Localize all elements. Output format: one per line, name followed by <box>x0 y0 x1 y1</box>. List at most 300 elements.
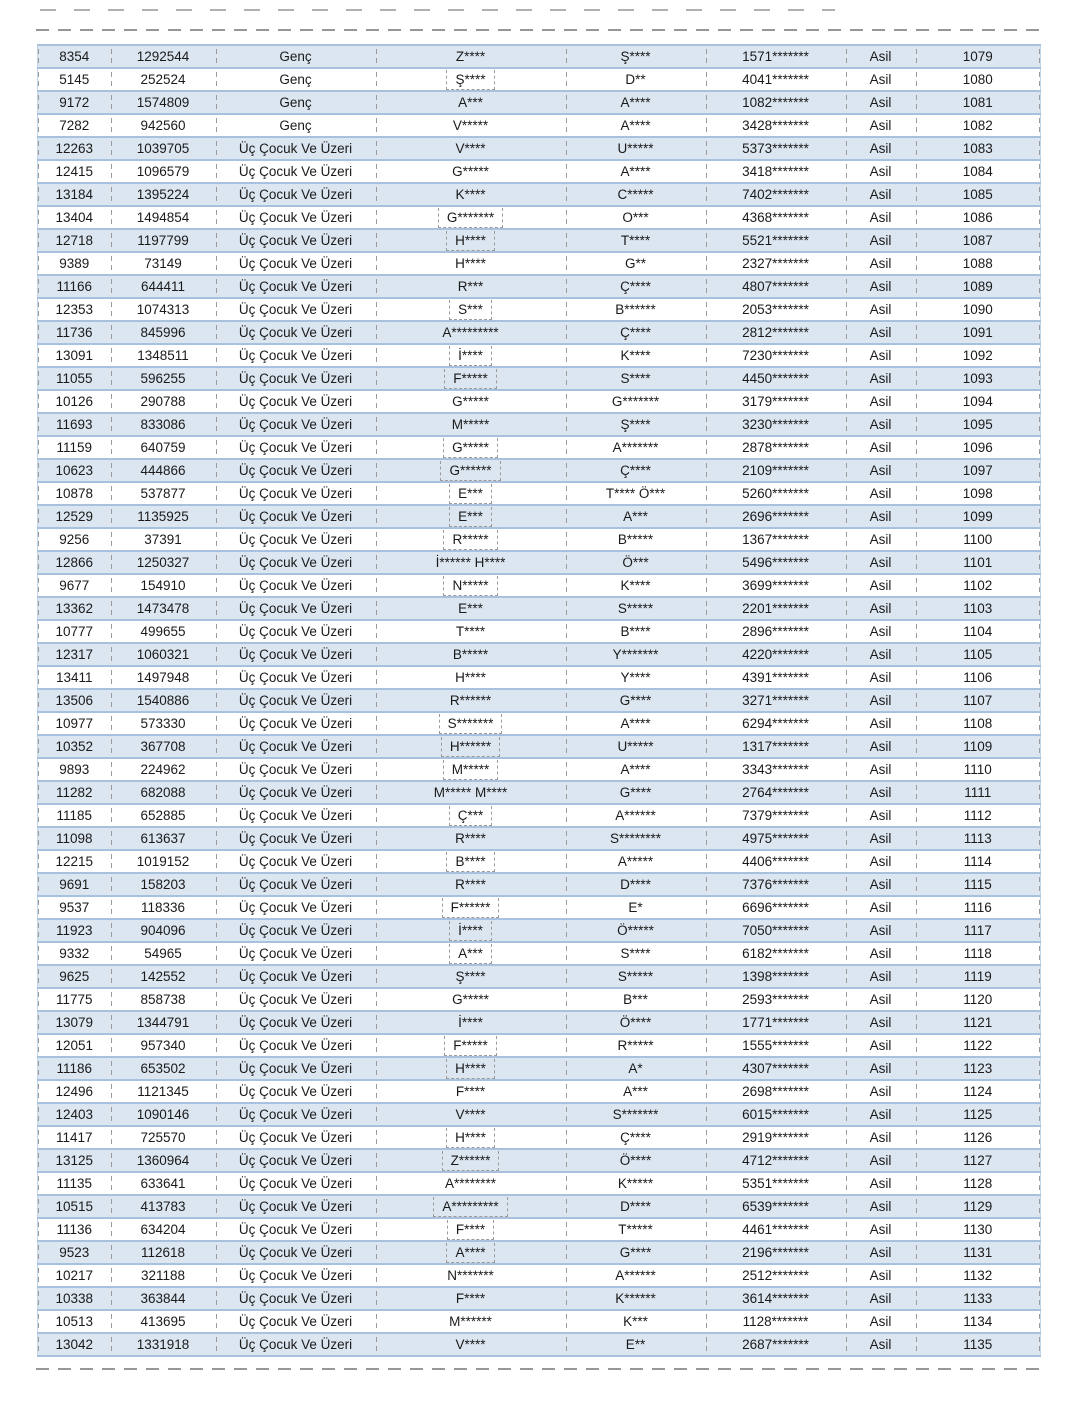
table-row <box>38 252 1041 275</box>
id-no-cell: 2698******* <box>706 1080 846 1103</box>
status-cell: Asil <box>846 68 916 91</box>
table-row <box>38 114 1041 137</box>
file-no-cell: 1348511 <box>111 344 216 367</box>
application-no-cell: 9389 <box>38 252 111 275</box>
first-name-cell <box>376 1310 566 1333</box>
table-row <box>38 643 1041 666</box>
id-no-cell: 1555******* <box>706 1034 846 1057</box>
application-no-cell: 10777 <box>38 620 111 643</box>
first-name-text: E*** <box>449 507 492 527</box>
status-cell: Asil <box>846 620 916 643</box>
table-row <box>38 206 1041 229</box>
surname-cell: R***** <box>566 1034 706 1057</box>
first-name-cell <box>376 1172 566 1195</box>
id-no-cell: 4975******* <box>706 827 846 850</box>
first-name-text: Z**** <box>455 49 486 64</box>
id-no-cell: 4368******* <box>706 206 846 229</box>
first-name-cell <box>376 827 566 850</box>
application-no-cell: 10352 <box>38 735 111 758</box>
file-no-cell: 640759 <box>111 436 216 459</box>
table-row <box>38 1080 1041 1103</box>
status-cell: Asil <box>846 1034 916 1057</box>
first-name-cell <box>376 252 566 275</box>
category-cell: Üç Çocuk Ve Üzeri <box>216 666 376 689</box>
first-name-text: G***** <box>452 164 489 179</box>
rank-cell: 1093 <box>916 367 1041 390</box>
file-no-cell: 54965 <box>111 942 216 965</box>
id-no-cell: 1082******* <box>706 91 846 114</box>
first-name-cell <box>376 390 566 413</box>
application-no-cell: 11923 <box>38 919 111 942</box>
table-row <box>38 298 1041 321</box>
first-name-cell <box>376 160 566 183</box>
table-row <box>38 1011 1041 1034</box>
application-no-cell: 11736 <box>38 321 111 344</box>
id-no-cell: 2053******* <box>706 298 846 321</box>
id-no-cell: 4041******* <box>706 68 846 91</box>
table-row <box>38 528 1041 551</box>
status-cell: Asil <box>846 1310 916 1333</box>
surname-cell: A**** <box>566 160 706 183</box>
id-no-cell: 7376******* <box>706 873 846 896</box>
category-cell: Genç <box>216 68 376 91</box>
application-no-cell: 10217 <box>38 1264 111 1287</box>
rank-cell: 1103 <box>916 597 1041 620</box>
rank-cell: 1089 <box>916 275 1041 298</box>
status-cell: Asil <box>846 436 916 459</box>
application-no-cell: 12718 <box>38 229 111 252</box>
first-name-text: K**** <box>455 187 486 202</box>
status-cell: Asil <box>846 1218 916 1241</box>
first-name-text: M****** <box>449 1314 492 1329</box>
surname-cell: B****** <box>566 298 706 321</box>
file-no-cell: 1497948 <box>111 666 216 689</box>
status-cell: Asil <box>846 689 916 712</box>
surname-cell: Y******* <box>566 643 706 666</box>
rank-cell: 1133 <box>916 1287 1041 1310</box>
application-no-cell: 9625 <box>38 965 111 988</box>
table-row <box>38 620 1041 643</box>
id-no-cell: 2764******* <box>706 781 846 804</box>
id-no-cell: 2201******* <box>706 597 846 620</box>
file-no-cell: 118336 <box>111 896 216 919</box>
first-name-cell <box>376 1241 566 1264</box>
table-row <box>38 574 1041 597</box>
application-no-cell: 11166 <box>38 275 111 298</box>
status-cell: Asil <box>846 597 916 620</box>
id-no-cell: 6182******* <box>706 942 846 965</box>
file-no-cell: 596255 <box>111 367 216 390</box>
rank-cell: 1128 <box>916 1172 1041 1195</box>
surname-cell: Ö**** <box>566 1149 706 1172</box>
status-cell: Asil <box>846 229 916 252</box>
surname-cell: K*** <box>566 1310 706 1333</box>
file-no-cell: 413783 <box>111 1195 216 1218</box>
first-name-text: M***** <box>451 417 490 432</box>
file-no-cell: 633641 <box>111 1172 216 1195</box>
first-name-cell <box>376 1080 566 1103</box>
rank-cell: 1115 <box>916 873 1041 896</box>
category-cell: Üç Çocuk Ve Üzeri <box>216 413 376 436</box>
application-no-cell: 13506 <box>38 689 111 712</box>
file-no-cell: 1121345 <box>111 1080 216 1103</box>
first-name-text: A******** <box>444 1176 497 1191</box>
first-name-cell <box>376 436 566 459</box>
first-name-cell <box>376 643 566 666</box>
rank-cell: 1134 <box>916 1310 1041 1333</box>
status-cell: Asil <box>846 1149 916 1172</box>
category-cell: Üç Çocuk Ve Üzeri <box>216 1310 376 1333</box>
category-cell: Üç Çocuk Ve Üzeri <box>216 1034 376 1057</box>
id-no-cell: 2109******* <box>706 459 846 482</box>
status-cell: Asil <box>846 183 916 206</box>
file-no-cell: 682088 <box>111 781 216 804</box>
file-no-cell: 1395224 <box>111 183 216 206</box>
surname-cell: G** <box>566 252 706 275</box>
file-no-cell: 634204 <box>111 1218 216 1241</box>
id-no-cell: 2812******* <box>706 321 846 344</box>
first-name-text: F****** <box>442 898 500 918</box>
application-no-cell: 12496 <box>38 1080 111 1103</box>
category-cell: Üç Çocuk Ve Üzeri <box>216 321 376 344</box>
status-cell: Asil <box>846 643 916 666</box>
application-no-cell: 8354 <box>38 45 111 68</box>
application-no-cell: 12317 <box>38 643 111 666</box>
application-no-cell: 10515 <box>38 1195 111 1218</box>
status-cell: Asil <box>846 160 916 183</box>
rank-cell: 1112 <box>916 804 1041 827</box>
category-cell: Üç Çocuk Ve Üzeri <box>216 1264 376 1287</box>
application-no-cell: 10977 <box>38 712 111 735</box>
file-no-cell: 1060321 <box>111 643 216 666</box>
surname-cell: A**** <box>566 91 706 114</box>
category-cell: Üç Çocuk Ve Üzeri <box>216 459 376 482</box>
application-no-cell: 11185 <box>38 804 111 827</box>
status-cell: Asil <box>846 1241 916 1264</box>
table-row <box>38 321 1041 344</box>
table-row <box>38 275 1041 298</box>
first-name-cell <box>376 1218 566 1241</box>
first-name-cell <box>376 1126 566 1149</box>
rank-cell: 1132 <box>916 1264 1041 1287</box>
file-no-cell: 112618 <box>111 1241 216 1264</box>
surname-cell: S**** <box>566 942 706 965</box>
category-cell: Üç Çocuk Ve Üzeri <box>216 528 376 551</box>
first-name-cell <box>376 735 566 758</box>
id-no-cell: 4461******* <box>706 1218 846 1241</box>
file-no-cell: 1135925 <box>111 505 216 528</box>
category-cell: Üç Çocuk Ve Üzeri <box>216 574 376 597</box>
status-cell: Asil <box>846 735 916 758</box>
file-no-cell: 1540886 <box>111 689 216 712</box>
rank-cell: 1126 <box>916 1126 1041 1149</box>
rank-cell: 1084 <box>916 160 1041 183</box>
surname-cell: Y**** <box>566 666 706 689</box>
status-cell: Asil <box>846 666 916 689</box>
rank-cell: 1091 <box>916 321 1041 344</box>
id-no-cell: 1571******* <box>706 45 846 68</box>
first-name-cell <box>376 275 566 298</box>
id-no-cell: 1317******* <box>706 735 846 758</box>
first-name-cell <box>376 183 566 206</box>
table-row <box>38 666 1041 689</box>
first-name-text: H**** <box>455 670 486 685</box>
first-name-cell <box>376 137 566 160</box>
rank-cell: 1086 <box>916 206 1041 229</box>
id-no-cell: 2196******* <box>706 1241 846 1264</box>
table-row <box>38 160 1041 183</box>
table-row <box>38 1103 1041 1126</box>
first-name-text: M***** <box>443 760 499 780</box>
id-no-cell: 7230******* <box>706 344 846 367</box>
table-row <box>38 551 1041 574</box>
surname-cell: K****** <box>566 1287 706 1310</box>
first-name-cell <box>376 781 566 804</box>
table-row <box>38 919 1041 942</box>
status-cell: Asil <box>846 1126 916 1149</box>
application-no-cell: 13125 <box>38 1149 111 1172</box>
table-row <box>38 1264 1041 1287</box>
file-no-cell: 499655 <box>111 620 216 643</box>
surname-cell: T**** Ö*** <box>566 482 706 505</box>
status-cell: Asil <box>846 298 916 321</box>
rank-cell: 1127 <box>916 1149 1041 1172</box>
first-name-cell <box>376 459 566 482</box>
surname-cell: G**** <box>566 689 706 712</box>
status-cell: Asil <box>846 1011 916 1034</box>
first-name-cell <box>376 1264 566 1287</box>
first-name-text: A*** <box>458 95 483 110</box>
rank-cell: 1092 <box>916 344 1041 367</box>
application-no-cell: 9893 <box>38 758 111 781</box>
surname-cell: Ç**** <box>566 275 706 298</box>
rank-cell: 1109 <box>916 735 1041 758</box>
id-no-cell: 2327******* <box>706 252 846 275</box>
rank-cell: 1090 <box>916 298 1041 321</box>
status-cell: Asil <box>846 367 916 390</box>
category-cell: Üç Çocuk Ve Üzeri <box>216 482 376 505</box>
file-no-cell: 644411 <box>111 275 216 298</box>
surname-cell: S***** <box>566 965 706 988</box>
category-cell: Üç Çocuk Ve Üzeri <box>216 896 376 919</box>
first-name-text: S*** <box>449 300 492 320</box>
table-row <box>38 597 1041 620</box>
category-cell: Üç Çocuk Ve Üzeri <box>216 1149 376 1172</box>
category-cell: Üç Çocuk Ve Üzeri <box>216 988 376 1011</box>
table-top-dashed-boundary <box>36 29 1040 31</box>
table-row <box>38 1195 1041 1218</box>
table-row <box>38 873 1041 896</box>
surname-cell: E** <box>566 1333 706 1356</box>
rank-cell: 1095 <box>916 413 1041 436</box>
category-cell: Üç Çocuk Ve Üzeri <box>216 1172 376 1195</box>
category-cell: Üç Çocuk Ve Üzeri <box>216 712 376 735</box>
first-name-cell <box>376 528 566 551</box>
surname-cell: G**** <box>566 1241 706 1264</box>
application-no-cell: 12215 <box>38 850 111 873</box>
id-no-cell: 2687******* <box>706 1333 846 1356</box>
id-no-cell: 1398******* <box>706 965 846 988</box>
first-name-cell <box>376 229 566 252</box>
first-name-text: H**** <box>446 231 495 251</box>
first-name-text: R**** <box>455 831 486 846</box>
first-name-cell <box>376 1057 566 1080</box>
file-no-cell: 652885 <box>111 804 216 827</box>
status-cell: Asil <box>846 114 916 137</box>
table-bottom-dashed-boundary <box>36 1368 1040 1370</box>
table-body <box>38 45 1041 1356</box>
surname-cell: S***** <box>566 597 706 620</box>
first-name-cell <box>376 45 566 68</box>
first-name-cell <box>376 1149 566 1172</box>
surname-cell: A*** <box>566 505 706 528</box>
table-row <box>38 712 1041 735</box>
surname-cell: D**** <box>566 1195 706 1218</box>
table-row <box>38 367 1041 390</box>
application-no-cell: 11693 <box>38 413 111 436</box>
id-no-cell: 4450******* <box>706 367 846 390</box>
file-no-cell: 613637 <box>111 827 216 850</box>
category-cell: Üç Çocuk Ve Üzeri <box>216 275 376 298</box>
application-no-cell: 5145 <box>38 68 111 91</box>
status-cell: Asil <box>846 873 916 896</box>
status-cell: Asil <box>846 1264 916 1287</box>
table-row <box>38 390 1041 413</box>
status-cell: Asil <box>846 988 916 1011</box>
rank-cell: 1131 <box>916 1241 1041 1264</box>
application-no-cell: 11186 <box>38 1057 111 1080</box>
id-no-cell: 7402******* <box>706 183 846 206</box>
first-name-cell <box>376 344 566 367</box>
category-cell: Genç <box>216 45 376 68</box>
surname-cell: A**** <box>566 114 706 137</box>
first-name-text: H**** <box>446 1059 495 1079</box>
category-cell: Üç Çocuk Ve Üzeri <box>216 206 376 229</box>
surname-cell: A***** <box>566 850 706 873</box>
category-cell: Üç Çocuk Ve Üzeri <box>216 160 376 183</box>
status-cell: Asil <box>846 896 916 919</box>
rank-cell: 1107 <box>916 689 1041 712</box>
application-no-cell: 11775 <box>38 988 111 1011</box>
first-name-cell <box>376 367 566 390</box>
surname-cell: G******* <box>566 390 706 413</box>
surname-cell: Ş**** <box>566 413 706 436</box>
first-name-cell <box>376 919 566 942</box>
surname-cell: S**** <box>566 367 706 390</box>
id-no-cell: 5351******* <box>706 1172 846 1195</box>
file-no-cell: 37391 <box>111 528 216 551</box>
file-no-cell: 290788 <box>111 390 216 413</box>
category-cell: Üç Çocuk Ve Üzeri <box>216 436 376 459</box>
category-cell: Üç Çocuk Ve Üzeri <box>216 298 376 321</box>
category-cell: Üç Çocuk Ve Üzeri <box>216 781 376 804</box>
first-name-cell <box>376 413 566 436</box>
first-name-text: F**** <box>447 1220 494 1240</box>
surname-cell: Ö**** <box>566 1011 706 1034</box>
id-no-cell: 4220******* <box>706 643 846 666</box>
application-no-cell: 9677 <box>38 574 111 597</box>
category-cell: Üç Çocuk Ve Üzeri <box>216 1057 376 1080</box>
status-cell: Asil <box>846 965 916 988</box>
surname-cell: B*** <box>566 988 706 1011</box>
file-no-cell: 537877 <box>111 482 216 505</box>
category-cell: Üç Çocuk Ve Üzeri <box>216 758 376 781</box>
first-name-cell <box>376 873 566 896</box>
rank-cell: 1116 <box>916 896 1041 919</box>
status-cell: Asil <box>846 942 916 965</box>
surname-cell: K***** <box>566 1172 706 1195</box>
file-no-cell: 1074313 <box>111 298 216 321</box>
application-no-cell: 9172 <box>38 91 111 114</box>
id-no-cell: 5496******* <box>706 551 846 574</box>
status-cell: Asil <box>846 827 916 850</box>
file-no-cell: 367708 <box>111 735 216 758</box>
application-no-cell: 11282 <box>38 781 111 804</box>
surname-cell: K**** <box>566 574 706 597</box>
file-no-cell: 833086 <box>111 413 216 436</box>
first-name-text: F***** <box>444 369 497 389</box>
status-cell: Asil <box>846 505 916 528</box>
first-name-text: İ****** H**** <box>435 555 506 570</box>
first-name-text: G******* <box>438 208 503 228</box>
status-cell: Asil <box>846 390 916 413</box>
first-name-cell <box>376 666 566 689</box>
first-name-cell <box>376 1287 566 1310</box>
table-row <box>38 965 1041 988</box>
file-no-cell: 363844 <box>111 1287 216 1310</box>
application-no-cell: 9523 <box>38 1241 111 1264</box>
category-cell: Üç Çocuk Ve Üzeri <box>216 804 376 827</box>
table-row <box>38 1126 1041 1149</box>
first-name-text: R***** <box>443 530 497 550</box>
rank-cell: 1087 <box>916 229 1041 252</box>
rank-cell: 1096 <box>916 436 1041 459</box>
file-no-cell: 725570 <box>111 1126 216 1149</box>
id-no-cell: 3614******* <box>706 1287 846 1310</box>
table-row <box>38 459 1041 482</box>
category-cell: Genç <box>216 114 376 137</box>
id-no-cell: 3343******* <box>706 758 846 781</box>
rank-cell: 1120 <box>916 988 1041 1011</box>
surname-cell: Ç**** <box>566 459 706 482</box>
table-row <box>38 988 1041 1011</box>
table-row <box>38 781 1041 804</box>
status-cell: Asil <box>846 321 916 344</box>
table-row <box>38 758 1041 781</box>
category-cell: Üç Çocuk Ve Üzeri <box>216 597 376 620</box>
surname-cell: S******** <box>566 827 706 850</box>
first-name-text: A*** <box>449 944 492 964</box>
first-name-cell <box>376 758 566 781</box>
id-no-cell: 3179******* <box>706 390 846 413</box>
file-no-cell: 224962 <box>111 758 216 781</box>
table-row <box>38 827 1041 850</box>
application-no-cell: 9332 <box>38 942 111 965</box>
first-name-cell <box>376 574 566 597</box>
status-cell: Asil <box>846 45 916 68</box>
table-row <box>38 344 1041 367</box>
rank-cell: 1083 <box>916 137 1041 160</box>
rank-cell: 1117 <box>916 919 1041 942</box>
status-cell: Asil <box>846 1333 916 1356</box>
surname-cell: D** <box>566 68 706 91</box>
first-name-cell <box>376 850 566 873</box>
surname-cell: U***** <box>566 735 706 758</box>
table-row <box>38 1149 1041 1172</box>
first-name-text: N***** <box>443 576 497 596</box>
first-name-cell <box>376 620 566 643</box>
first-name-text: M***** M**** <box>433 785 508 800</box>
